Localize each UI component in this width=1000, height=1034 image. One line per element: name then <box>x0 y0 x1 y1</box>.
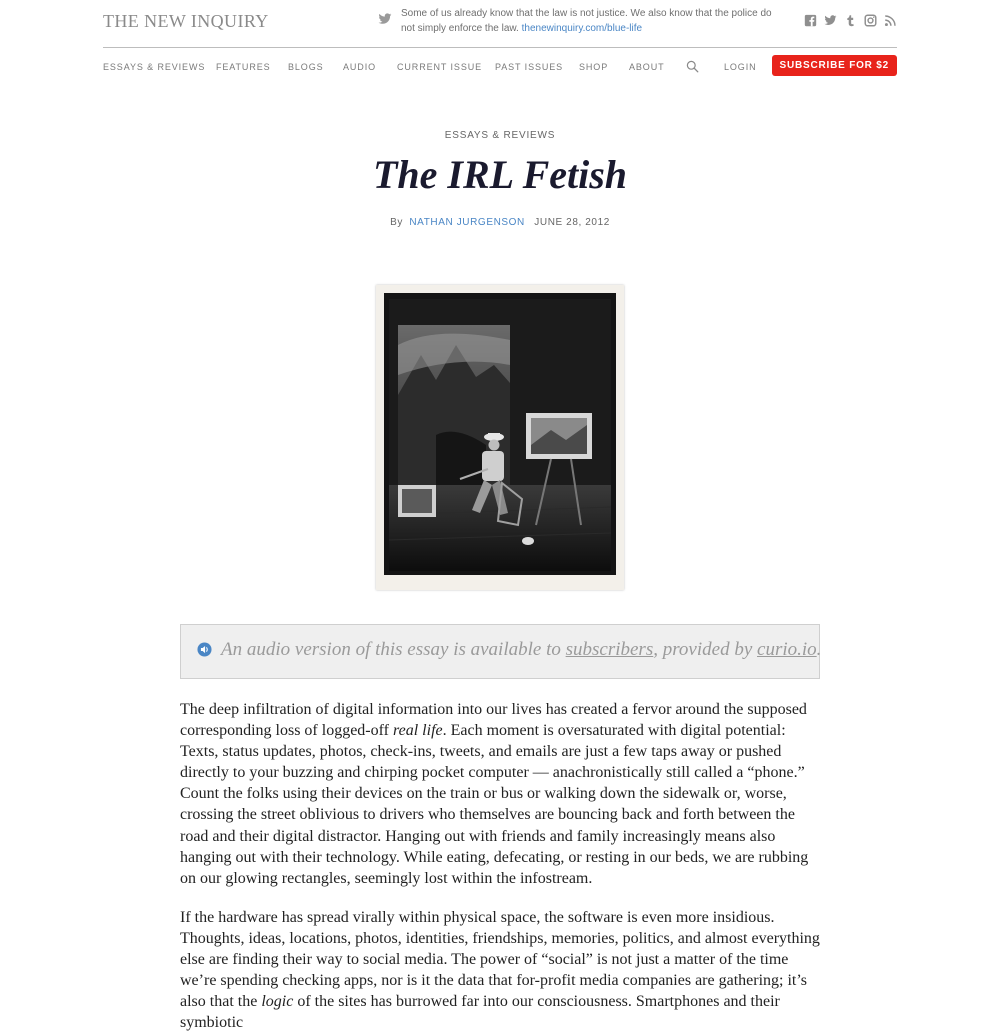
article-photo <box>376 285 624 590</box>
nav-about[interactable]: ABOUT <box>629 62 665 72</box>
audio-notice <box>180 624 820 679</box>
featured-tweet <box>401 6 786 36</box>
site-logo[interactable]: THE NEW INQUIRY <box>103 11 269 31</box>
tweet-text: Some of us already know that the law is not justice. We also know that the police do not simply enforce the law. <box>401 8 772 34</box>
audio-notice-suffix: . <box>816 639 822 660</box>
article-date: JUNE 28, 2012 <box>534 217 610 228</box>
subscribers-link[interactable]: subscribers <box>565 639 654 660</box>
nav-features[interactable]: FEATURES <box>216 62 271 72</box>
paragraph-emphasis: logic <box>261 993 294 1011</box>
tweet-link[interactable]: thenewinquiry.com/blue-life <box>521 23 643 34</box>
tumblr-icon[interactable] <box>844 14 857 27</box>
search-icon[interactable] <box>686 60 699 73</box>
twitter-icon[interactable] <box>824 14 837 27</box>
nav-current-issue[interactable]: CURRENT ISSUE <box>397 62 483 72</box>
article-category[interactable]: ESSAYS & REVIEWS <box>444 130 556 141</box>
nav-past-issues[interactable]: PAST ISSUES <box>495 62 564 72</box>
nav-blogs[interactable]: BLOGS <box>288 62 324 72</box>
article-paragraph <box>180 907 824 1034</box>
author-link[interactable]: NATHAN JURGENSON <box>409 217 525 228</box>
nav-essays-reviews[interactable]: ESSAYS & REVIEWS <box>103 62 206 72</box>
paragraph-text: The deep infiltration of digital information into our lives has created a fervor around the supposed corresponding loss of logged-off <box>180 701 807 740</box>
nav-shop[interactable]: SHOP <box>579 62 609 72</box>
curio-link[interactable]: curio.io <box>757 639 817 660</box>
audio-notice-prefix: An audio version of this essay is available to <box>221 639 561 660</box>
twitter-bird-icon <box>378 12 392 26</box>
site-header <box>103 0 897 48</box>
paragraph-text: If the hardware has spread virally within physical space, the software is even more insidious. Thoughts, ideas, locations, photos, identities, friendships, memories, politics, and almost everything else are finding their way to social media. The power of “social” is not just a matter of the time we’re spending checking apps, nor is it the data that for-profit media companies are gathering; it’s also that the <box>180 909 820 1011</box>
paragraph-text: . Each moment is oversaturated with digital potential: Texts, status updates, photos, check-ins, tweets, and emails are just a few taps away or pushed directly to your buzzing and chirping pocket computer — anachronistically still called a “phone.” Count the folks using their devices on the train or bus or walking down the sidewalk or, worse, crossing the street oblivious to drivers who themselves are bouncing back and forth between the road and their digital distractor. Hanging out with friends and family increasingly means also hanging out with their technology. While eating, defecating, or resting in our beds, we are rubbing on our glowing rectangles, seemingly lost within the infostream. <box>180 722 809 887</box>
instagram-icon[interactable] <box>864 14 877 27</box>
speaker-icon[interactable] <box>197 642 212 657</box>
main-nav <box>103 55 897 79</box>
nav-audio[interactable]: AUDIO <box>343 62 377 72</box>
subscribe-button[interactable]: SUBSCRIBE FOR $2 <box>772 55 897 76</box>
article-paragraph <box>180 699 824 889</box>
article-title: The IRL Fetish <box>372 152 628 197</box>
rss-icon[interactable] <box>884 14 897 27</box>
byline-by: By <box>390 217 403 228</box>
paragraph-emphasis: real life <box>393 722 443 740</box>
paragraph-text: of the sites has burrowed far into our consciousness. Smartphones and their symbiotic <box>180 993 780 1032</box>
audio-notice-middle: , provided by <box>653 639 753 660</box>
article-byline <box>0 217 1000 228</box>
facebook-icon[interactable] <box>804 14 817 27</box>
audio-notice-text <box>221 639 821 661</box>
social-links <box>804 14 897 27</box>
nav-login[interactable]: LOGIN <box>724 62 757 72</box>
